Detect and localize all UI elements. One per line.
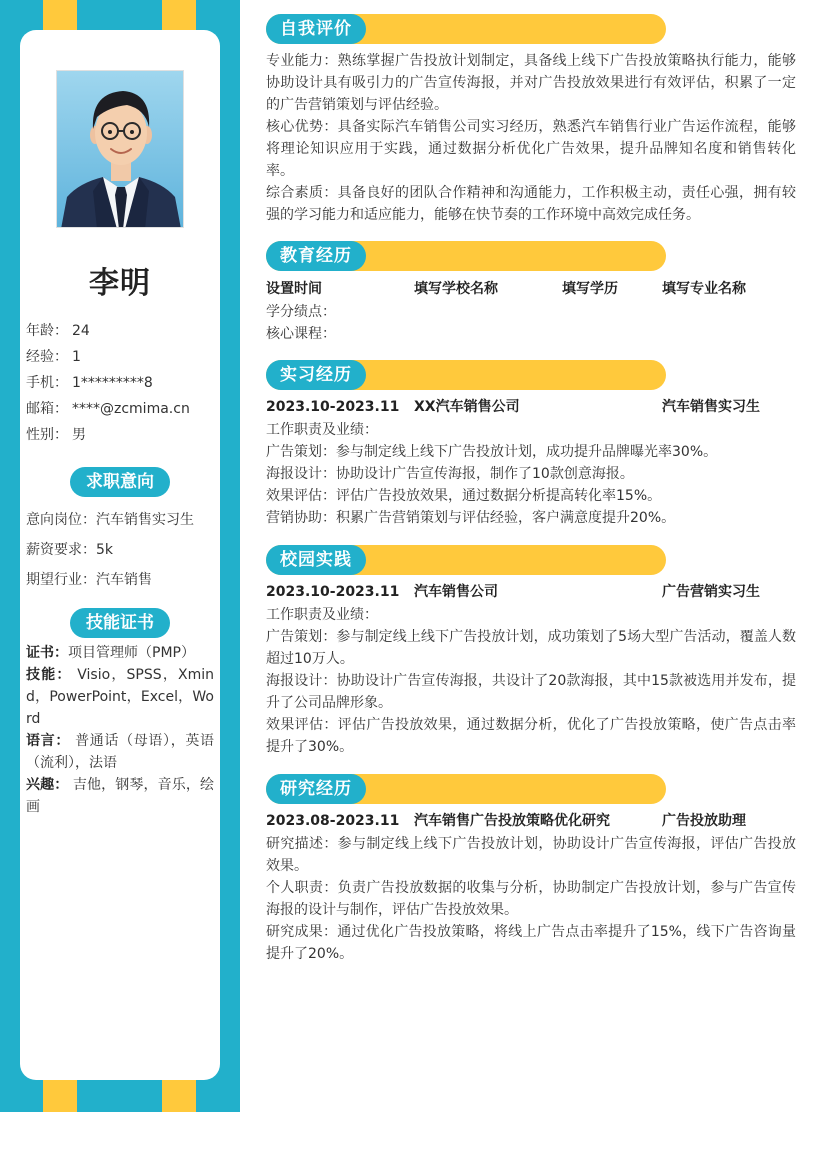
self-eval-paragraph: 综合素质：具备良好的团队合作精神和沟通能力，工作积极主动，责任心强，拥有较强的学习能力和适应能力，能够在快节奏的工作环境中高效完成任务。 xyxy=(266,185,796,223)
info-value: 1*********8 xyxy=(72,375,153,391)
education-detail-line: 核心课程： xyxy=(266,326,336,342)
research-role: 广告投放助理 xyxy=(662,813,746,829)
section-header xyxy=(266,360,666,390)
avatar-portrait-icon xyxy=(57,71,184,228)
section-title: 教育经历 xyxy=(266,241,366,271)
decor-stripe xyxy=(162,1080,196,1112)
internship-time: 2023.10-2023.11 xyxy=(266,399,400,415)
info-value: 1 xyxy=(72,349,81,365)
campus-role: 广告营销实习生 xyxy=(662,584,760,600)
section-header xyxy=(266,241,666,271)
info-label: 邮箱： xyxy=(26,401,68,417)
section-self-evaluation xyxy=(266,14,796,226)
education-school: 填写学校名称 xyxy=(414,281,498,297)
internship-role: 汽车销售实习生 xyxy=(662,399,760,415)
candidate-name: 李明 xyxy=(89,266,151,301)
section-education xyxy=(266,241,796,345)
skill-row-interest xyxy=(26,774,214,818)
education-degree: 填写学历 xyxy=(562,281,618,297)
info-row-gender xyxy=(26,422,216,448)
decor-stripe xyxy=(43,1080,77,1112)
research-detail-line: 个人职责：负责广告投放数据的收集与分析，协助制定广告投放计划，参与广告宣传海报的设计与制作，评估广告投放效果。 xyxy=(266,880,796,918)
self-eval-paragraph: 专业能力：熟练掌握广告投放计划制定，具备线上线下广告投放策略执行能力，能够协助设计具有吸引力的广告宣传海报，并对广告投放效果进行有效评估，积累了一定的广告营销策划与评估经验。 xyxy=(266,53,796,113)
info-row-experience xyxy=(26,344,216,370)
campus-company: 汽车销售公司 xyxy=(414,584,498,600)
info-value: 男 xyxy=(72,427,86,443)
intent-label: 期望行业： xyxy=(26,572,96,588)
intent-row-industry xyxy=(26,565,216,595)
intent-row-salary xyxy=(26,535,216,565)
skill-row-tools xyxy=(26,664,214,730)
education-major: 填写专业名称 xyxy=(662,281,746,297)
section-internship xyxy=(266,360,796,529)
internship-detail-line: 效果评估：评估广告投放效果，通过数据分析提高转化率15%。 xyxy=(266,488,662,504)
skill-value: 普通话（母语），英语（流利），法语 xyxy=(26,733,215,771)
campus-header-row xyxy=(266,580,796,604)
internship-detail-line: 工作职责及业绩： xyxy=(266,422,378,438)
info-value: 24 xyxy=(72,323,90,339)
intent-value: 汽车销售实习生 xyxy=(96,512,194,528)
campus-detail-line: 广告策划：参与制定线上线下广告投放计划，成功策划了5场大型广告活动，覆盖人数超过10万人。 xyxy=(266,629,796,667)
avatar-photo xyxy=(56,70,184,228)
skill-value: 吉他，钢琴，音乐，绘画 xyxy=(26,777,214,815)
job-intent-list xyxy=(26,505,216,595)
education-detail-line: 学分绩点： xyxy=(266,304,336,320)
sidebar xyxy=(0,0,240,1112)
info-label: 经验： xyxy=(26,349,68,365)
info-label: 手机： xyxy=(26,375,68,391)
research-time: 2023.08-2023.11 xyxy=(266,813,400,829)
profile-card xyxy=(20,30,220,1080)
decor-stripe xyxy=(162,0,196,32)
education-header-row xyxy=(266,277,796,301)
section-title: 自我评价 xyxy=(266,14,366,44)
skill-label: 证书： xyxy=(26,645,68,661)
skill-row-certificate xyxy=(26,642,214,664)
info-row-email xyxy=(26,396,216,422)
self-eval-paragraph: 核心优势：具备实际汽车销售公司实习经历，熟悉汽车销售行业广告运作流程，能够将理论知识应用于实践，通过数据分析优化广告效果，提升品牌知名度和销售转化率。 xyxy=(266,119,796,179)
info-row-age xyxy=(26,318,216,344)
decor-stripe xyxy=(43,0,77,32)
section-header xyxy=(266,774,666,804)
research-project: 汽车销售广告投放策略优化研究 xyxy=(414,813,610,829)
skill-label: 语言： xyxy=(26,733,70,749)
info-label: 性别： xyxy=(26,427,68,443)
intent-value: 汽车销售 xyxy=(96,572,152,588)
intent-row-position xyxy=(26,505,216,535)
info-row-phone xyxy=(26,370,216,396)
section-title: 研究经历 xyxy=(266,774,366,804)
section-header xyxy=(266,545,666,575)
section-title: 实习经历 xyxy=(266,360,366,390)
campus-detail-line: 工作职责及业绩： xyxy=(266,607,378,623)
campus-time: 2023.10-2023.11 xyxy=(266,584,400,600)
intent-title: 求职意向 xyxy=(70,467,170,497)
section-campus-practice xyxy=(266,545,796,758)
internship-detail-line: 海报设计：协助设计广告宣传海报，制作了10款创意海报。 xyxy=(266,466,634,482)
internship-company: XX汽车销售公司 xyxy=(414,399,520,415)
skill-value: Visio，SPSS，Xmind，PowerPoint，Excel，Word xyxy=(26,667,215,727)
skill-label: 技能： xyxy=(26,667,72,683)
skill-value: 项目管理师（PMP） xyxy=(68,645,195,661)
section-header xyxy=(266,14,666,44)
info-label: 年龄： xyxy=(26,323,68,339)
intent-value: 5k xyxy=(96,542,114,558)
internship-detail-line: 营销协助：积累广告营销策划与评估经验，客户满意度提升20%。 xyxy=(266,510,676,526)
research-detail-line: 研究描述：参与制定线上线下广告投放计划，协助设计广告宣传海报，评估广告投放效果。 xyxy=(266,836,796,874)
info-value: ****@zcmima.cn xyxy=(72,401,190,417)
internship-header-row xyxy=(266,395,796,419)
skill-row-language xyxy=(26,730,214,774)
section-title: 校园实践 xyxy=(266,545,366,575)
intent-label: 意向岗位： xyxy=(26,512,96,528)
skill-label: 兴趣： xyxy=(26,777,69,793)
basic-info-list xyxy=(26,318,216,448)
internship-detail-line: 广告策划：参与制定线上线下广告投放计划，成功提升品牌曝光率30%。 xyxy=(266,444,718,460)
campus-detail-line: 效果评估：评估广告投放效果，通过数据分析，优化了广告投放策略，使广告点击率提升了30%。 xyxy=(266,717,796,755)
skills-list xyxy=(26,642,214,818)
skills-title: 技能证书 xyxy=(70,608,170,638)
education-time: 设置时间 xyxy=(266,281,322,297)
campus-detail-line: 海报设计：协助设计广告宣传海报，共设计了20款海报，其中15款被选用并发布，提升了公司品牌形象。 xyxy=(266,673,796,711)
research-detail-line: 研究成果：通过优化广告投放策略，将线上广告点击率提升了15%，线下广告咨询量提升了20%。 xyxy=(266,924,796,962)
research-header-row xyxy=(266,809,796,833)
section-research xyxy=(266,774,796,965)
intent-label: 薪资要求： xyxy=(26,542,96,558)
